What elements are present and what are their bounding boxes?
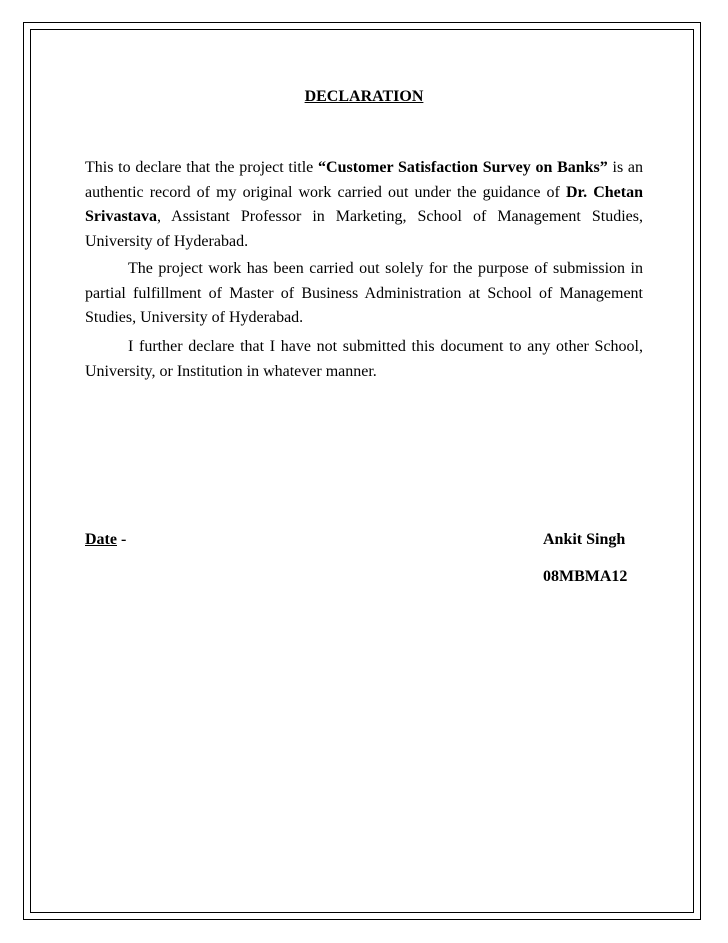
guide-name: Dr. Chetan Srivastava [85,183,644,225]
student-name: Ankit Singh [543,531,626,548]
declaration-paragraph-3: I further declare that I have not submitted this document to any other School, University, or Institution in whatever manner. [85,338,643,380]
page-title: DECLARATION [304,88,424,105]
date-label: Date [85,531,117,548]
paragraph-1-text-a: This to declare that the project title [85,159,319,176]
declaration-paragraph-1 [85,156,643,254]
student-roll-number: 08MBMA12 [543,568,628,585]
date-row [85,529,126,551]
project-title: “Customer Satisfaction Survey on Banks” [318,159,608,176]
date-separator: - [116,531,127,548]
paragraph-1-text-c: , Assistant Professor in Marketing, School of Management Studies, University of Hyderabad. [85,208,643,250]
declaration-paragraph-2: The project work has been carried out solely for the purpose of submission in partial fulfillment of Master of Business Administration at School of Management Studies, University of Hyderabad. [85,260,643,326]
paragraph-1-text-b: is an authentic record of my original work carried out under the guidance of [85,159,644,201]
